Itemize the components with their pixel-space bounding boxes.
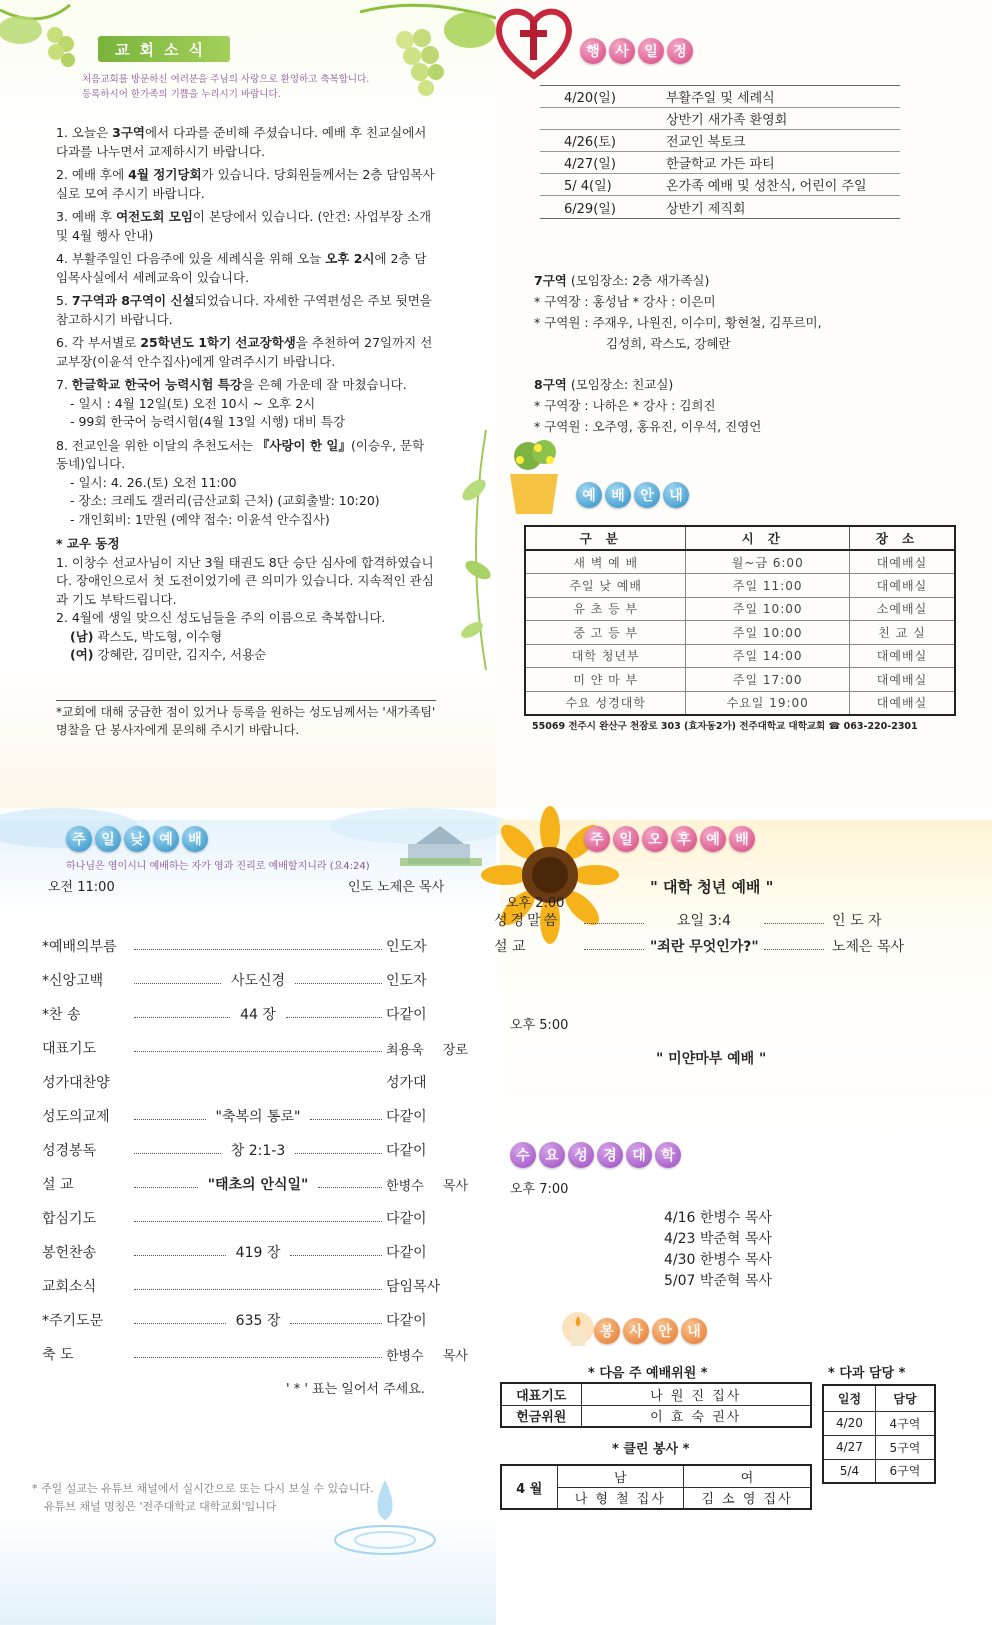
table-row: 수요 성경대학 수요일 19:00 대예배실: [525, 691, 955, 715]
table-row: 헌금위원 이 효 숙 권사: [501, 1405, 811, 1427]
news-item-4: 4. 부활주일인 다음주에 있을 세례식을 위해 오늘 오후 2시에 2층 담임목사실에서 세례교육이 있습니다.: [56, 251, 427, 285]
table-row: 중 고 등 부 주일 10:00 친 교 실: [525, 621, 955, 645]
wednesday-class-title: 수 요 성 경 대 학: [510, 1142, 681, 1168]
table-row: 나 형 철 집사 김 소 영 집사: [501, 1487, 811, 1509]
order-row: 성가대찬양 성가대: [42, 1075, 427, 1091]
order-row: *주기도문 635 장 다같이: [42, 1313, 427, 1329]
table-row: 4/27 5구역: [823, 1435, 935, 1459]
events-panel: [496, 0, 992, 808]
events-title-char: 사: [609, 38, 635, 64]
next-week-table: [500, 1382, 812, 1428]
news-item-1: 1. 오늘은 3구역에서 다과를 준비해 주셨습니다. 예배 후 친교실에서 다과를 나누면서 교제하시기 바랍니다.: [56, 125, 427, 159]
registration-note: *교회에 대해 궁금한 점이 있거나 등록을 원하는 성도님께서는 '새가족팀' 명찰을 단 봉사자에게 문의해 주시기 바랍니다.: [56, 705, 436, 737]
wednesday-time: 오후 7:00: [510, 1182, 569, 1197]
order-row: *찬 송 44 장 다같이: [42, 1007, 427, 1023]
snack-title: * 다과 담당 *: [828, 1366, 906, 1381]
event-row: 5/ 4(일) 온가족 예배 및 성찬식, 어린이 주일: [540, 174, 900, 196]
order-row: 봉헌찬송 419 장 다같이: [42, 1245, 427, 1261]
order-row: *예배의부름 인도자: [42, 939, 427, 955]
member-news: * 교우 동정 1. 이창수 선교사님이 지난 3월 태권도 8단 승단 심사에 합격하였습니다. 장애인으로서 첫 도전이었기에 큰 의미가 있습니다. 지속적인 관심과 기도 부탁드립니다. 2. 4월에 생일 맞으신 성도님들을 주의 이름으로 축복합니다. (남) 곽스도, 박도형, 이수형 (여) 강혜란, 김미란, 김지수, 서용순: [56, 536, 434, 662]
candle-icon: [560, 1310, 596, 1350]
event-row: 6/29(일) 상반기 제직회: [564, 201, 746, 217]
afternoon-time-2: 오후 5:00: [510, 1018, 569, 1033]
afternoon-order-row: 성경말씀 요일 3:4 인 도 자: [494, 913, 882, 929]
youth-service-title: " 대학 청년 예배 ": [650, 878, 774, 896]
table-header: 구분 시간 장소: [525, 526, 955, 550]
service-time: 오전 11:00: [48, 880, 115, 895]
table-row: 4/20 4구역: [823, 1411, 935, 1435]
divider: [56, 700, 436, 701]
order-row: 성경봉독 창 2:1-3 다같이: [42, 1143, 427, 1159]
cleaning-table: 4 월 남 여 나 형 철 집사 김 소 영 집사: [500, 1464, 812, 1510]
cell-group-7: 7구역 (모임장소: 2층 새가족실) * 구역장 : 홍성남 * 강사 : 이은미 * 구역원 : 주재우, 나원진, 이수미, 황현철, 김푸르미, 김성희, 곽스도, 강혜란: [534, 273, 822, 351]
sunday-morning-service-panel: [0, 820, 496, 1625]
order-row: *신앙고백 사도신경 인도자: [42, 973, 427, 989]
youtube-note: * 주일 설교는 유튜브 채널에서 실시간으로 또는 다시 보실 수 있습니다. 유튜브 채널 명칭은 '전주대학교 대학교회'입니다: [32, 1482, 374, 1513]
order-row: 성도의교제 "축복의 통로" 다같이: [42, 1109, 427, 1125]
welcome-intro: 처음교회를 방문하신 여러분을 주님의 사랑으로 환영하고 축복합니다. 등록하시어 한가족의 기쁨을 누리시기 바랍니다.: [82, 74, 370, 100]
order-row: 대표기도 최용욱 장로: [42, 1041, 468, 1058]
standing-note: ' * ' 표는 일어서 주세요.: [286, 1382, 425, 1397]
table-row: 대학 청년부 주일 14:00 대예배실: [525, 644, 955, 668]
table-row: 대표기도 나 원 진 집사: [501, 1383, 811, 1405]
leaf-decoration: [426, 430, 496, 670]
event-row: 4/26(토) 전교인 북토크: [540, 130, 900, 152]
events-title-char: 일: [638, 38, 664, 64]
news-item-6: 6. 각 부서별로 25학년도 1학기 선교장학생을 추천하여 27일까지 선교부장(이윤석 안수집사)에게 알려주시기 바랍니다.: [56, 335, 433, 369]
table-row: 미 얀 마 부 주일 17:00 대예배실: [525, 668, 955, 692]
table-row: 주일 낮 예배 주일 11:00 대예배실: [525, 574, 955, 598]
church-building-icon: [396, 822, 486, 868]
table-row: 유 초 등 부 주일 10:00 소예배실: [525, 597, 955, 621]
event-row: 4/20(일) 부활주일 및 세례식: [540, 86, 900, 108]
afternoon-service-panel: [494, 820, 992, 1625]
church-address: 55069 전주시 완산구 천잠로 303 (효자동2가) 전주대학교 대학교회 ☎ 063-220-2301: [532, 721, 918, 732]
worship-guide-title: 예 배 안 내: [576, 482, 689, 508]
events-title-char: 정: [667, 38, 693, 64]
events-title: [580, 38, 693, 64]
table-row: 5/4 6구역: [823, 1459, 935, 1483]
events-title-char: 행: [580, 38, 606, 64]
news-item-7: 7. 한글학교 한국어 능력시험 특강을 은혜 가운데 잘 마쳤습니다. - 일시 : 4월 12일(토) 오전 10시 ~ 오후 2시 - 99회 한국어 능력시험(4월 13일 시행) 대비 특강: [56, 377, 407, 429]
order-row: 교회소식 담임목사: [42, 1279, 441, 1295]
church-news-panel: [0, 0, 496, 808]
table-row: 새 벽 예 배 월~금 6:00 대예배실: [525, 550, 955, 574]
myanmar-service-title: " 미얀마부 예배 ": [656, 1051, 767, 1067]
next-week-title: * 다음 주 예배위원 *: [588, 1366, 708, 1381]
worship-schedule-table: [524, 525, 956, 716]
wednesday-schedule: 4/16 한병수 목사 4/23 박준혁 목사 4/30 한병수 목사 5/07 박준혁 목사: [664, 1210, 772, 1289]
afternoon-time-1: 오후 2:00: [506, 896, 565, 911]
flower-pot-icon: [498, 430, 578, 520]
heart-cross-icon: [494, 2, 574, 82]
service-leader: 인도 노제은 목사: [348, 880, 445, 895]
order-row: 축 도 한병수 목사: [42, 1347, 468, 1364]
news-item-3: 3. 예배 후 여전도회 모임이 본당에서 있습니다. (안건: 사업부장 소개 및 4월 행사 안내): [56, 209, 432, 243]
cleaning-title: * 클린 봉사 *: [612, 1442, 690, 1457]
news-item-2: 2. 예배 후에 4월 정기당회가 있습니다. 당회원들께서는 2층 담임목사실로 모여 주시기 바랍니다.: [56, 167, 435, 201]
order-row: 설 교 "태초의 안식일" 한병수 목사: [42, 1177, 469, 1194]
afternoon-order-row: 설 교 "죄란 무엇인가?" 노제은 목사: [494, 939, 905, 955]
news-item-8: 8. 전교인을 위한 이달의 추천도서는 『사랑이 한 일』(이승우, 문학동네)입니다. - 일시: 4. 26.(토) 오전 11:00 - 장소: 크레도 갤러리(금산교회 근처) (교회출발: 10:20) - 개인회비: 1만원 (예약 접수: 이윤석 안수집사): [56, 437, 425, 527]
table-header: 일정 담당: [823, 1385, 935, 1411]
order-row: 합심기도 다같이: [42, 1211, 427, 1227]
news-list: [56, 124, 436, 670]
snack-table: [822, 1384, 936, 1484]
morning-service-title: 주 일 낮 예 배: [66, 826, 208, 852]
service-guide-title: 봉 사 안 내: [594, 1318, 707, 1344]
event-row: 4/27(일) 한글학교 가든 파티: [540, 152, 900, 174]
events-table: [540, 85, 900, 219]
afternoon-service-title: 주 일 오 후 예 배: [584, 826, 755, 852]
news-item-5: 5. 7구역과 8구역이 신설되었습니다. 자세한 구역편성은 주보 뒷면을 참고하시기 바랍니다.: [56, 293, 432, 327]
cell-group-8: 8구역 (모임장소: 친교실) * 구역장 : 나하은 * 강사 : 김희진 * 구역원 : 오주영, 홍유진, 이우석, 진영언: [534, 377, 762, 434]
bible-verse: 하나님은 영이시니 예배하는 자가 영과 진리로 예배할지니라 (요4:24): [66, 861, 370, 872]
church-news-title: 교회소식: [98, 36, 230, 62]
event-row: 상반기 새가족 환영회: [540, 108, 900, 130]
